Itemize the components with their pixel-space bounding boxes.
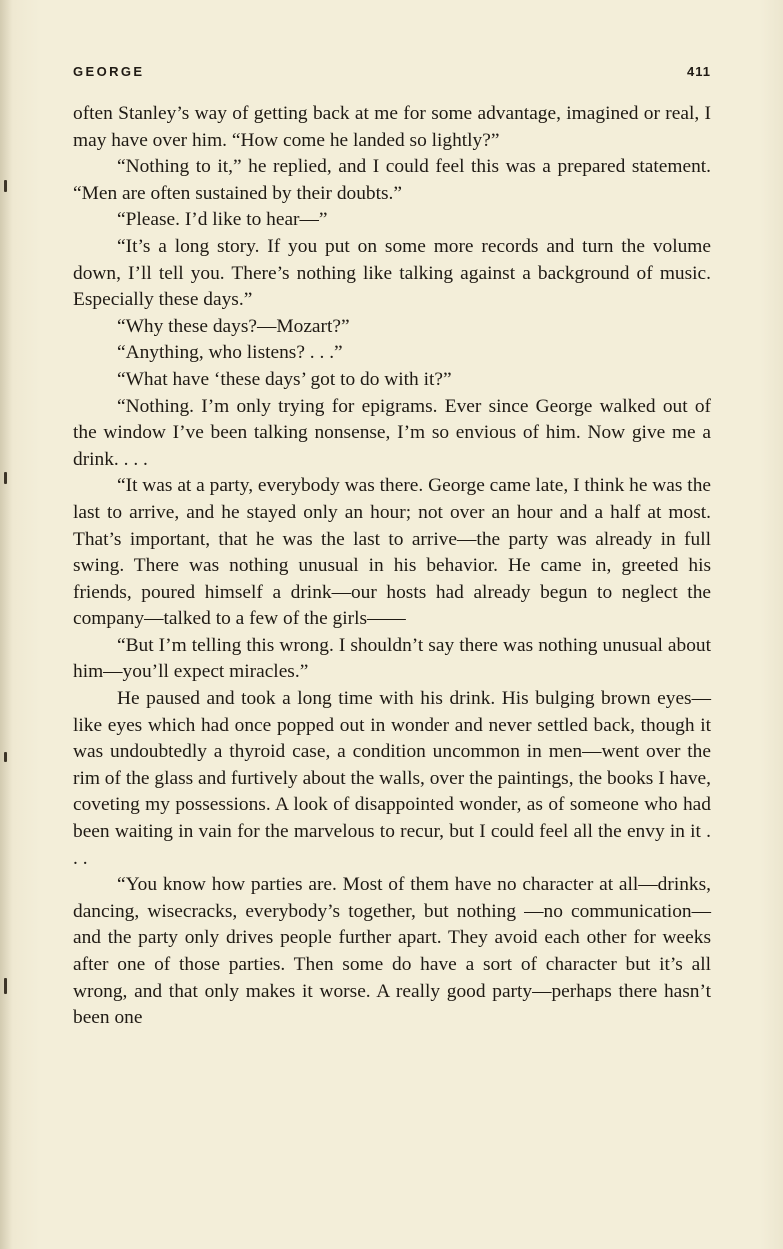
paragraph: “Anything, who listens? . . .” <box>117 342 343 364</box>
margin-mark <box>4 180 7 192</box>
paragraph: often Stanley’s way of getting back at me for some advantage, imagined or real, I may have over him. “How come he landed so lightly?” <box>73 103 711 151</box>
paragraph: “You know how parties are. Most of them have no character at all—drinks, dancing, wisecracks, everybody’s together, but nothing —no communication—and the party only drives people further apart. They avoid each other for weeks after one of those parties. Then some do have a sort of character but it’s all wrong, and that only makes it worse. A really good party—perhaps there hasn’t been one <box>73 874 711 1029</box>
margin-mark <box>4 752 7 762</box>
paragraph: “Why these days?—Mozart?” <box>117 315 350 337</box>
paragraph: “But I’m telling this wrong. I shouldn’t say there was nothing unusual about him—you’ll expect miracles.” <box>73 634 711 683</box>
paragraph: “It’s a long story. If you put on some more records and turn the volume down, I’ll tell you. There’s nothing like talking against a background of music. Especially these days.” <box>73 235 711 311</box>
paragraph: “Nothing to it,” he replied, and I could feel this was a prepared statement. “Men are often sustained by their doubts.” <box>73 156 711 204</box>
body-text <box>73 101 711 1032</box>
paragraph: “Please. I’d like to hear—” <box>117 209 328 231</box>
paragraph: He paused and took a long time with his drink. His bulging brown eyes—like eyes which had once popped out in wonder and never settled back, though it was undoubtedly a thyroid case, a condition uncommon in men—went over the rim of the glass and furtively about the walls, over the paintings, the books I have, coveting my possessions. A look of disappointed wonder, as of someone who had been waiting in vain for the marvelous to recur, but I could feel all the envy in it . . . <box>73 688 711 869</box>
paragraph: “What have ‘these days’ got to do with it?” <box>117 368 452 390</box>
margin-mark <box>4 978 7 994</box>
running-head-title: GEORGE <box>73 64 145 79</box>
paragraph: “Nothing. I’m only trying for epigrams. Ever since George walked out of the window I’ve been talking nonsense, I’m so envious of him. Now give me a drink. . . . <box>73 395 711 470</box>
running-head <box>73 64 711 82</box>
paragraph: “It was at a party, everybody was there. George came late, I think he was the last to arrive, and he stayed only an hour; not over an hour and a half at most. That’s important, that he was the last to arrive—the party was already in full swing. There was nothing unusual in his behavior. He came in, greeted his friends, poured himself a drink—our hosts had already begun to neglect the company—talked to a few of the girls—— <box>73 475 711 630</box>
page-number: 411 <box>687 64 711 79</box>
margin-mark <box>4 472 7 484</box>
